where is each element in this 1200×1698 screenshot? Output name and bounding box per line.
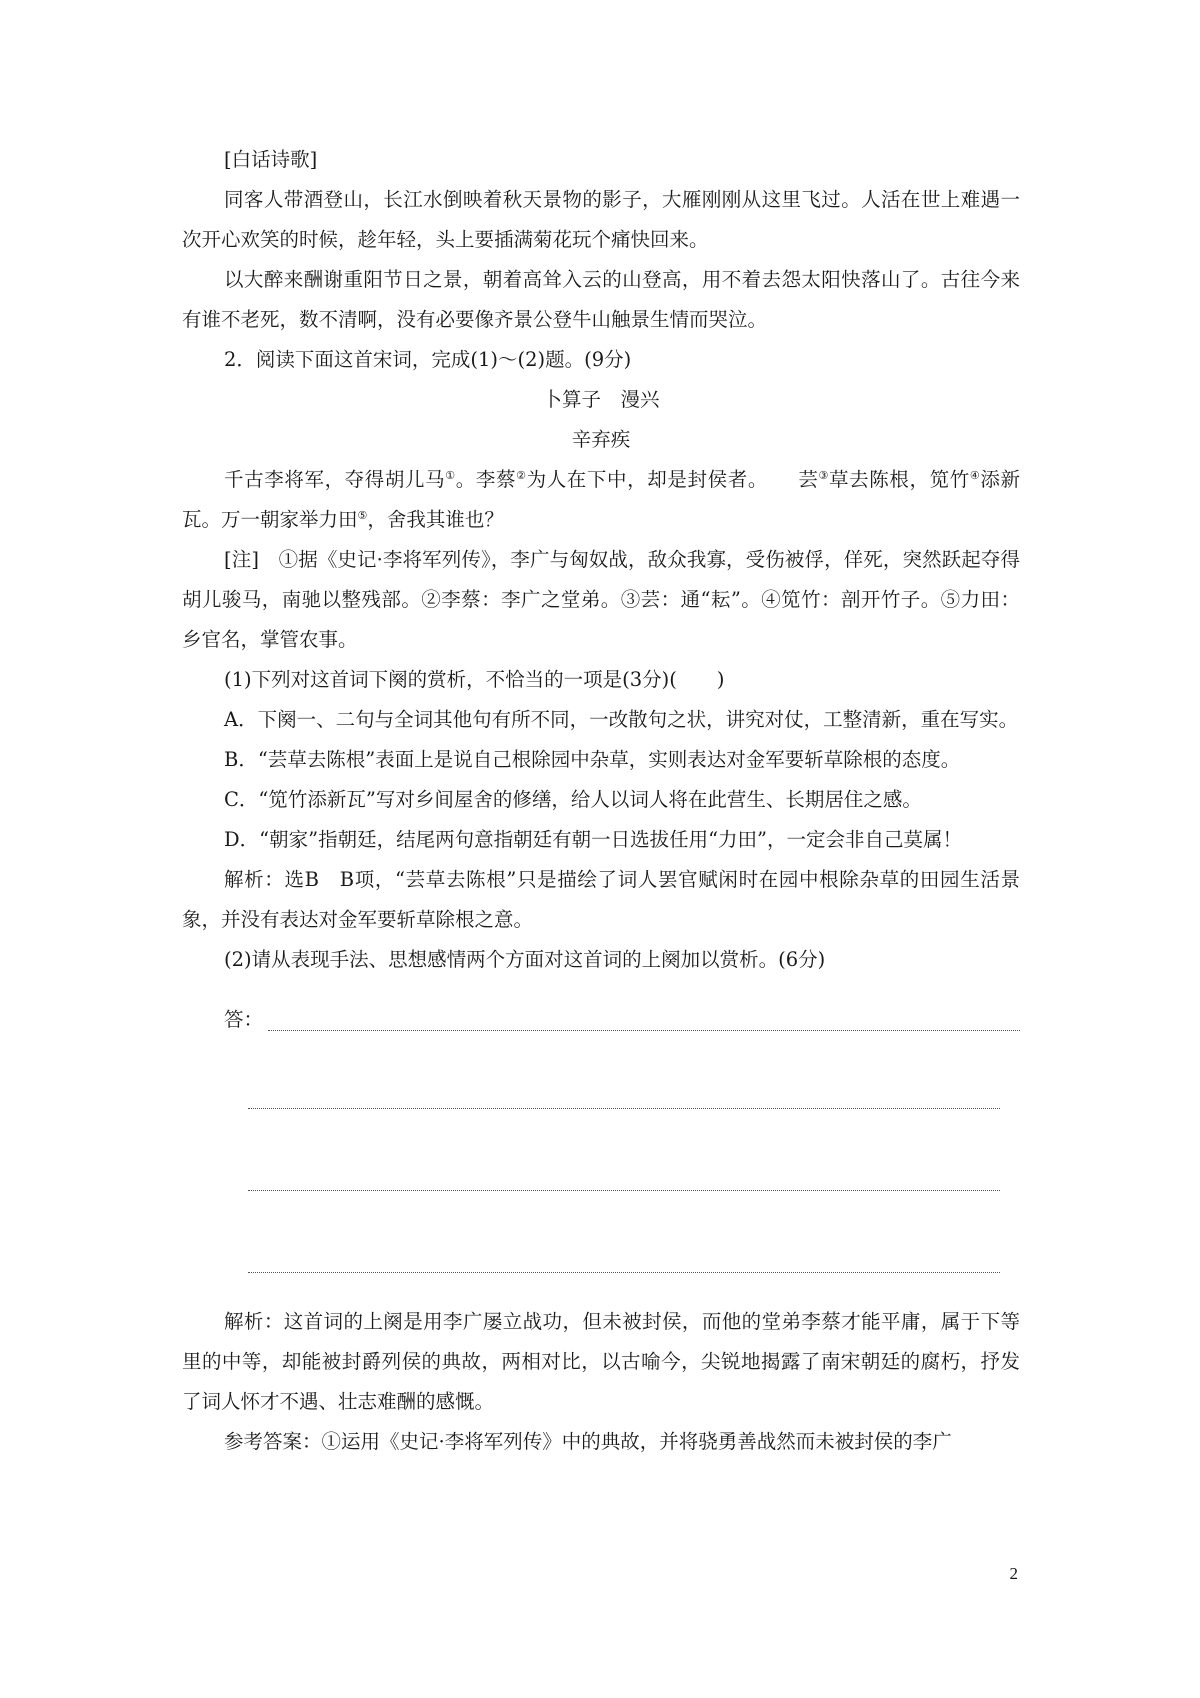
poem-seg-1: 千古李将军，夺得胡儿马	[224, 468, 446, 491]
question-1-stem-close: )	[716, 668, 725, 691]
answer-label: 答：	[224, 1008, 264, 1031]
section-heading: [白话诗歌]	[224, 148, 318, 171]
footnote-mark-3: ③	[818, 469, 830, 482]
poem-seg-2: 。李蔡	[455, 468, 517, 491]
question-1-stem-text: (1)下列对这首词下阕的赏析，不恰当的一项是(3分)(	[224, 668, 677, 691]
main-content	[182, 140, 1020, 980]
footnote-mark-5: ⑤	[357, 509, 368, 522]
question-2-stem: (2)请从表现手法、思想感情两个方面对这首词的上阕加以赏析。(6分)	[224, 948, 826, 971]
question-2-intro: 2．阅读下面这首宋词，完成(1)～(2)题。(9分)	[224, 348, 632, 371]
answer-line-3[interactable]	[248, 1190, 1000, 1191]
question-2-analysis: 解析：这首词的上阕是用李广屡立战功，但未被封侯，而他的堂弟李蔡才能平庸，属于下等里的中等，却能被封爵列侯的典故，两相对比，以古喻今，尖锐地揭露了南宋朝廷的腐朽，抒发了词人怀才不遇、壮志难酬的感慨。	[182, 1310, 1020, 1413]
translation-paragraph-2: 以大醉来酬谢重阳节日之景，朝着高耸入云的山登高，用不着去怨太阳快落山了。古往今来有谁不老死，数不清啊，没有必要像齐景公登牛山触景生情而哭泣。	[182, 268, 1020, 331]
footnote-mark-1: ①	[445, 469, 456, 482]
poem-seg-3: 为人在下中，却是封侯者。 芸	[526, 468, 819, 491]
page-number: 2	[1009, 1564, 1018, 1583]
answer-line-2[interactable]	[248, 1108, 1000, 1109]
footnote-mark-4: ④	[969, 469, 981, 482]
poem-title: 卜算子 漫兴	[542, 388, 660, 411]
option-a: A．下阕一、二句与全词其他句有所不同，一改散句之状，讲究对仗，工整清新，重在写实。	[224, 708, 1019, 731]
answer-line-4[interactable]	[248, 1272, 1000, 1273]
poem-seg-4: 草去陈根，笕竹	[829, 468, 970, 491]
poem-text	[182, 460, 1020, 540]
reference-answer: 参考答案：①运用《史记·李将军列传》中的典故，并将骁勇善战然而未被封侯的李广	[224, 1430, 952, 1453]
translation-paragraph-1: 同客人带酒登山，长江水倒映着秋天景物的影子，大雁刚刚从这里飞过。人活在世上难遇一次开心欢笑的时候，趁年轻，头上要插满菊花玩个痛快回来。	[182, 188, 1020, 251]
question-1-analysis: 解析：选B B项，“芸草去陈根”只是描绘了词人罢官赋闲时在园中根除杂草的田园生活景象，并没有表达对金军要斩草除根之意。	[182, 868, 1020, 931]
footnote-mark-2: ②	[516, 469, 527, 482]
poem-seg-5: 添新瓦。万一朝家举力田	[182, 468, 1020, 531]
option-c: C．“笕竹添新瓦”写对乡间屋舍的修缮，给人以词人将在此营生、长期居住之感。	[224, 788, 922, 811]
option-b: B．“芸草去陈根”表面上是说自己根除园中杂草，实则表达对金军要斩草除根的态度。	[224, 748, 961, 771]
answer-line-1[interactable]	[268, 1030, 1020, 1031]
poem-seg-6: ，舍我其谁也？	[367, 508, 504, 531]
poem-notes: [注] ①据《史记·李将军列传》，李广与匈奴战，敌众我寡，受伤被俘，佯死，突然跃起夺得胡儿骏马，南驰以整残部。②李蔡：李广之堂弟。③芸：通“耘”。④笕竹：剖开竹子。⑤力田：乡官名，掌管农事。	[182, 548, 1020, 651]
question-1-stem	[182, 660, 1020, 700]
poem-author: 辛弃疾	[571, 428, 631, 451]
lower-content	[182, 1302, 1020, 1462]
option-d: D．“朝家”指朝廷，结尾两句意指朝廷有朝一日选拔任用“力田”，一定会非自己莫属！	[224, 828, 963, 851]
